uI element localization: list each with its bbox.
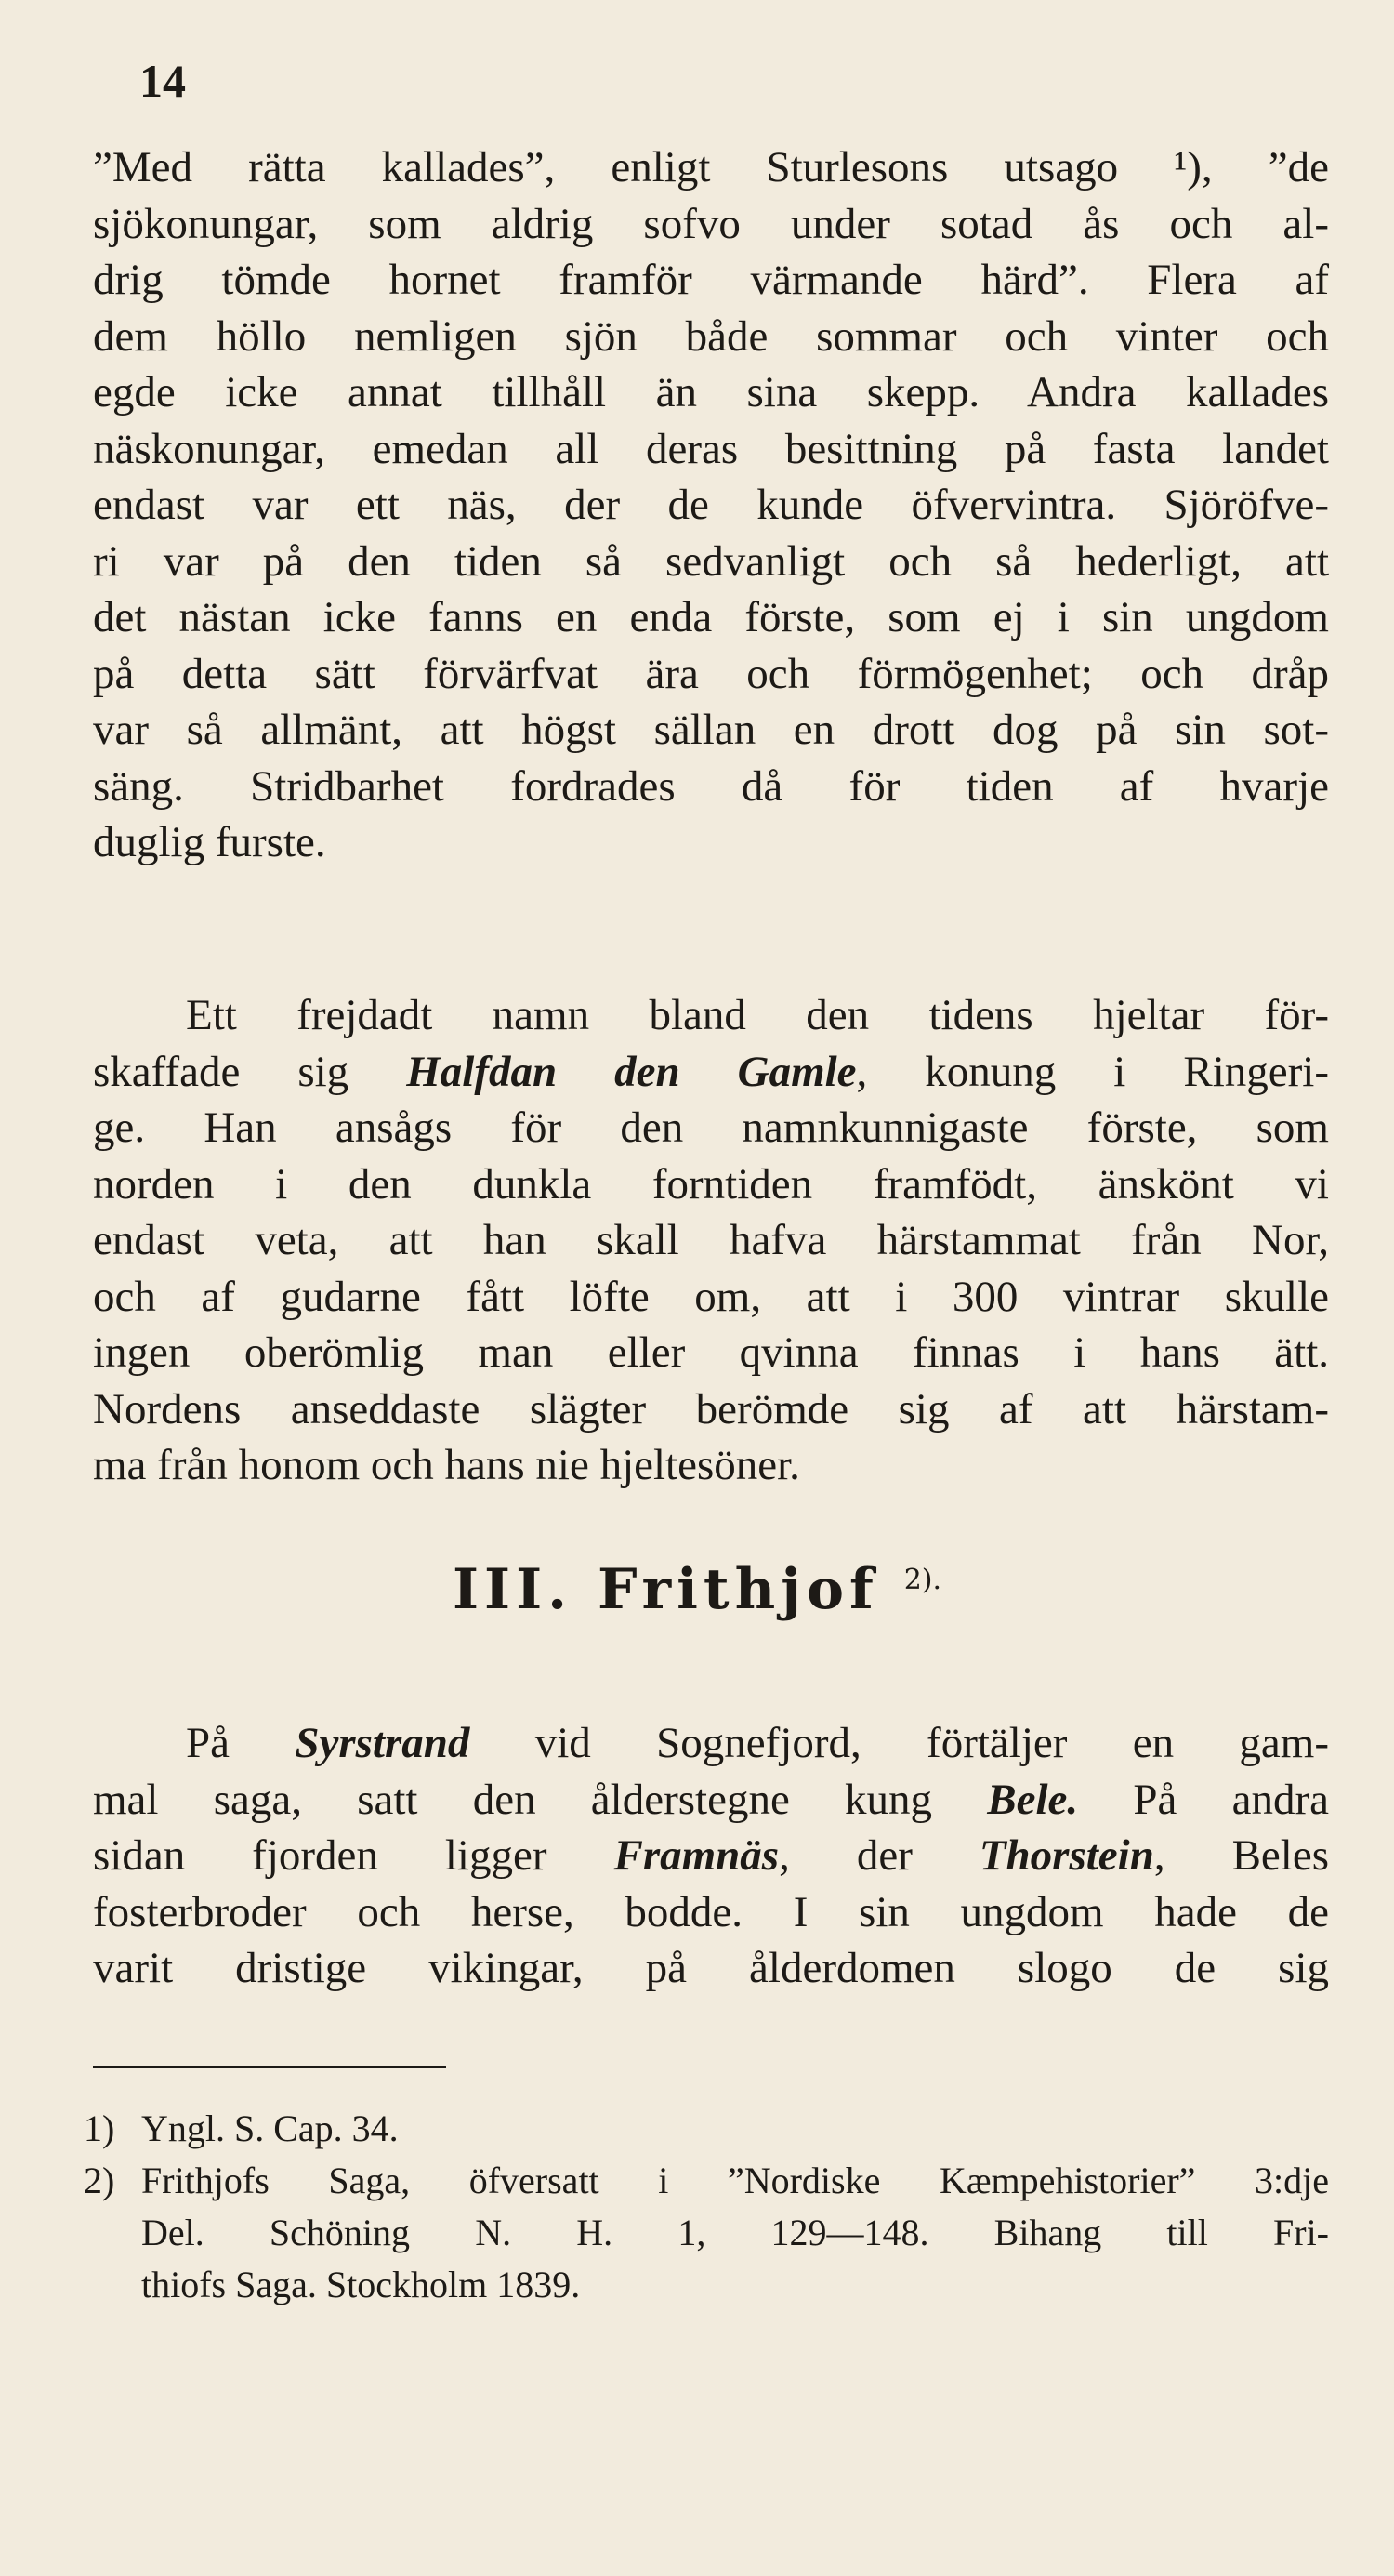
text-line: näskonungar, emedan all deras besittning på fasta landet: [93, 424, 1329, 473]
text-line: dem höllo nemligen sjön både sommar och vinter och: [93, 311, 1329, 361]
text-line: Ett frejdadt namn bland den tidens hjeltar för-: [186, 991, 1329, 1039]
text-line: duglig furste.: [93, 818, 326, 866]
text-line: och af gudarne fått löfte om, att i 300 vintrar skulle: [93, 1272, 1329, 1321]
chapter-numeral: III.: [452, 1557, 573, 1622]
footnote-line: Del. Schöning N. H. 1, 129—148. Bihang till Fri-: [141, 2212, 1329, 2253]
text-run: På andra: [1078, 1775, 1329, 1824]
text-run: På: [186, 1719, 296, 1767]
text-line: norden i den dunkla forntiden framfödt, änskönt vi: [93, 1159, 1329, 1209]
text-line: säng. Stridbarhet fordrades då för tiden af hvarje: [93, 761, 1329, 811]
text-line: ma från honom och hans nie hjeltesöner.: [93, 1441, 800, 1489]
footnote-reference: 2).: [903, 1564, 942, 1596]
paragraph-syrstrand: [93, 1715, 1329, 1997]
text-line: endast var ett näs, der de kunde öfvervintra. Sjöröfve-: [93, 481, 1329, 529]
footnote-divider: [93, 2066, 446, 2068]
chapter-title: Frithjof: [597, 1557, 879, 1622]
text-run: mal saga, satt den ålderstegne kung: [93, 1775, 988, 1824]
text-line: ri var på den tiden så sedvanligt och så hederligt, att: [93, 536, 1329, 586]
text-run: sidan fjorden ligger: [93, 1831, 614, 1880]
italic-place-framnas: Framnäs: [613, 1831, 780, 1880]
text-line: ge. Han ansågs för den namnkunnigaste förste, som: [93, 1103, 1329, 1152]
text-line: på detta sätt förvärfvat ära och förmögenhet; och dråp: [93, 649, 1329, 698]
text-run: skaffade sig: [93, 1047, 407, 1096]
footnote-marker: 2): [84, 2160, 115, 2201]
paragraph-sea-kings: [93, 139, 1329, 871]
page-number: 14: [139, 55, 186, 107]
text-run: , konung i Ringeri-: [856, 1047, 1330, 1096]
footnotes: [84, 2103, 1329, 2311]
text-line: drig tömde hornet framför värmande härd”. Flera af: [93, 256, 1329, 304]
text-line: [93, 1044, 1329, 1101]
text-line: [93, 1828, 1329, 1884]
italic-name-halfdan: Halfdan den Gamle: [406, 1047, 857, 1096]
footnote-line: Yngl. S. Cap. 34.: [141, 2107, 399, 2149]
text-line: endast veta, att han skall hafva härstammat från Nor,: [93, 1216, 1329, 1264]
italic-name-bele: Bele.: [987, 1775, 1079, 1824]
text-run: vid Sognefjord, förtäljer en gam-: [469, 1719, 1329, 1767]
text-line: ingen oberömlig man eller qvinna finnas i hans ätt.: [93, 1328, 1329, 1377]
text-line: var så allmänt, att högst sällan en drott dog på sin sot-: [93, 706, 1329, 754]
footnote-1: [84, 2103, 1329, 2155]
text-line: ”Med rätta kallades”, enligt Sturlesons utsago ¹), ”de: [93, 143, 1329, 192]
chapter-heading: [0, 1557, 1394, 1622]
footnote-line: Frithjofs Saga, öfversatt i ”Nordiske Kæmpehistorier” 3:dje: [141, 2160, 1329, 2201]
footnote-2: [84, 2155, 1329, 2311]
text-line: [93, 1772, 1329, 1829]
text-line: det nästan icke fanns en enda förste, som ej i sin ungdom: [93, 593, 1329, 641]
paragraph-halfdan: [93, 987, 1329, 1494]
text-line: Nordens anseddaste slägter berömde sig af att härstam-: [93, 1384, 1329, 1433]
italic-name-thorstein: Thorstein: [979, 1831, 1154, 1880]
text-run: , Beles: [1153, 1831, 1329, 1880]
text-line: varit dristige vikingar, på ålderdomen slogo de sig: [93, 1944, 1329, 1992]
text-run: , der: [779, 1831, 980, 1880]
footnote-line: thiofs Saga. Stockholm 1839.: [141, 2264, 581, 2305]
text-line: [93, 1715, 1329, 1772]
italic-place-syrstrand: Syrstrand: [295, 1719, 470, 1767]
text-line: sjökonungar, som aldrig sofvo under sotad ås och al-: [93, 199, 1329, 248]
text-line: fosterbroder och herse, bodde. I sin ungdom hade de: [93, 1887, 1329, 1936]
text-line: egde icke annat tillhåll än sina skepp. Andra kallades: [93, 368, 1329, 416]
footnote-marker: 1): [84, 2107, 115, 2149]
